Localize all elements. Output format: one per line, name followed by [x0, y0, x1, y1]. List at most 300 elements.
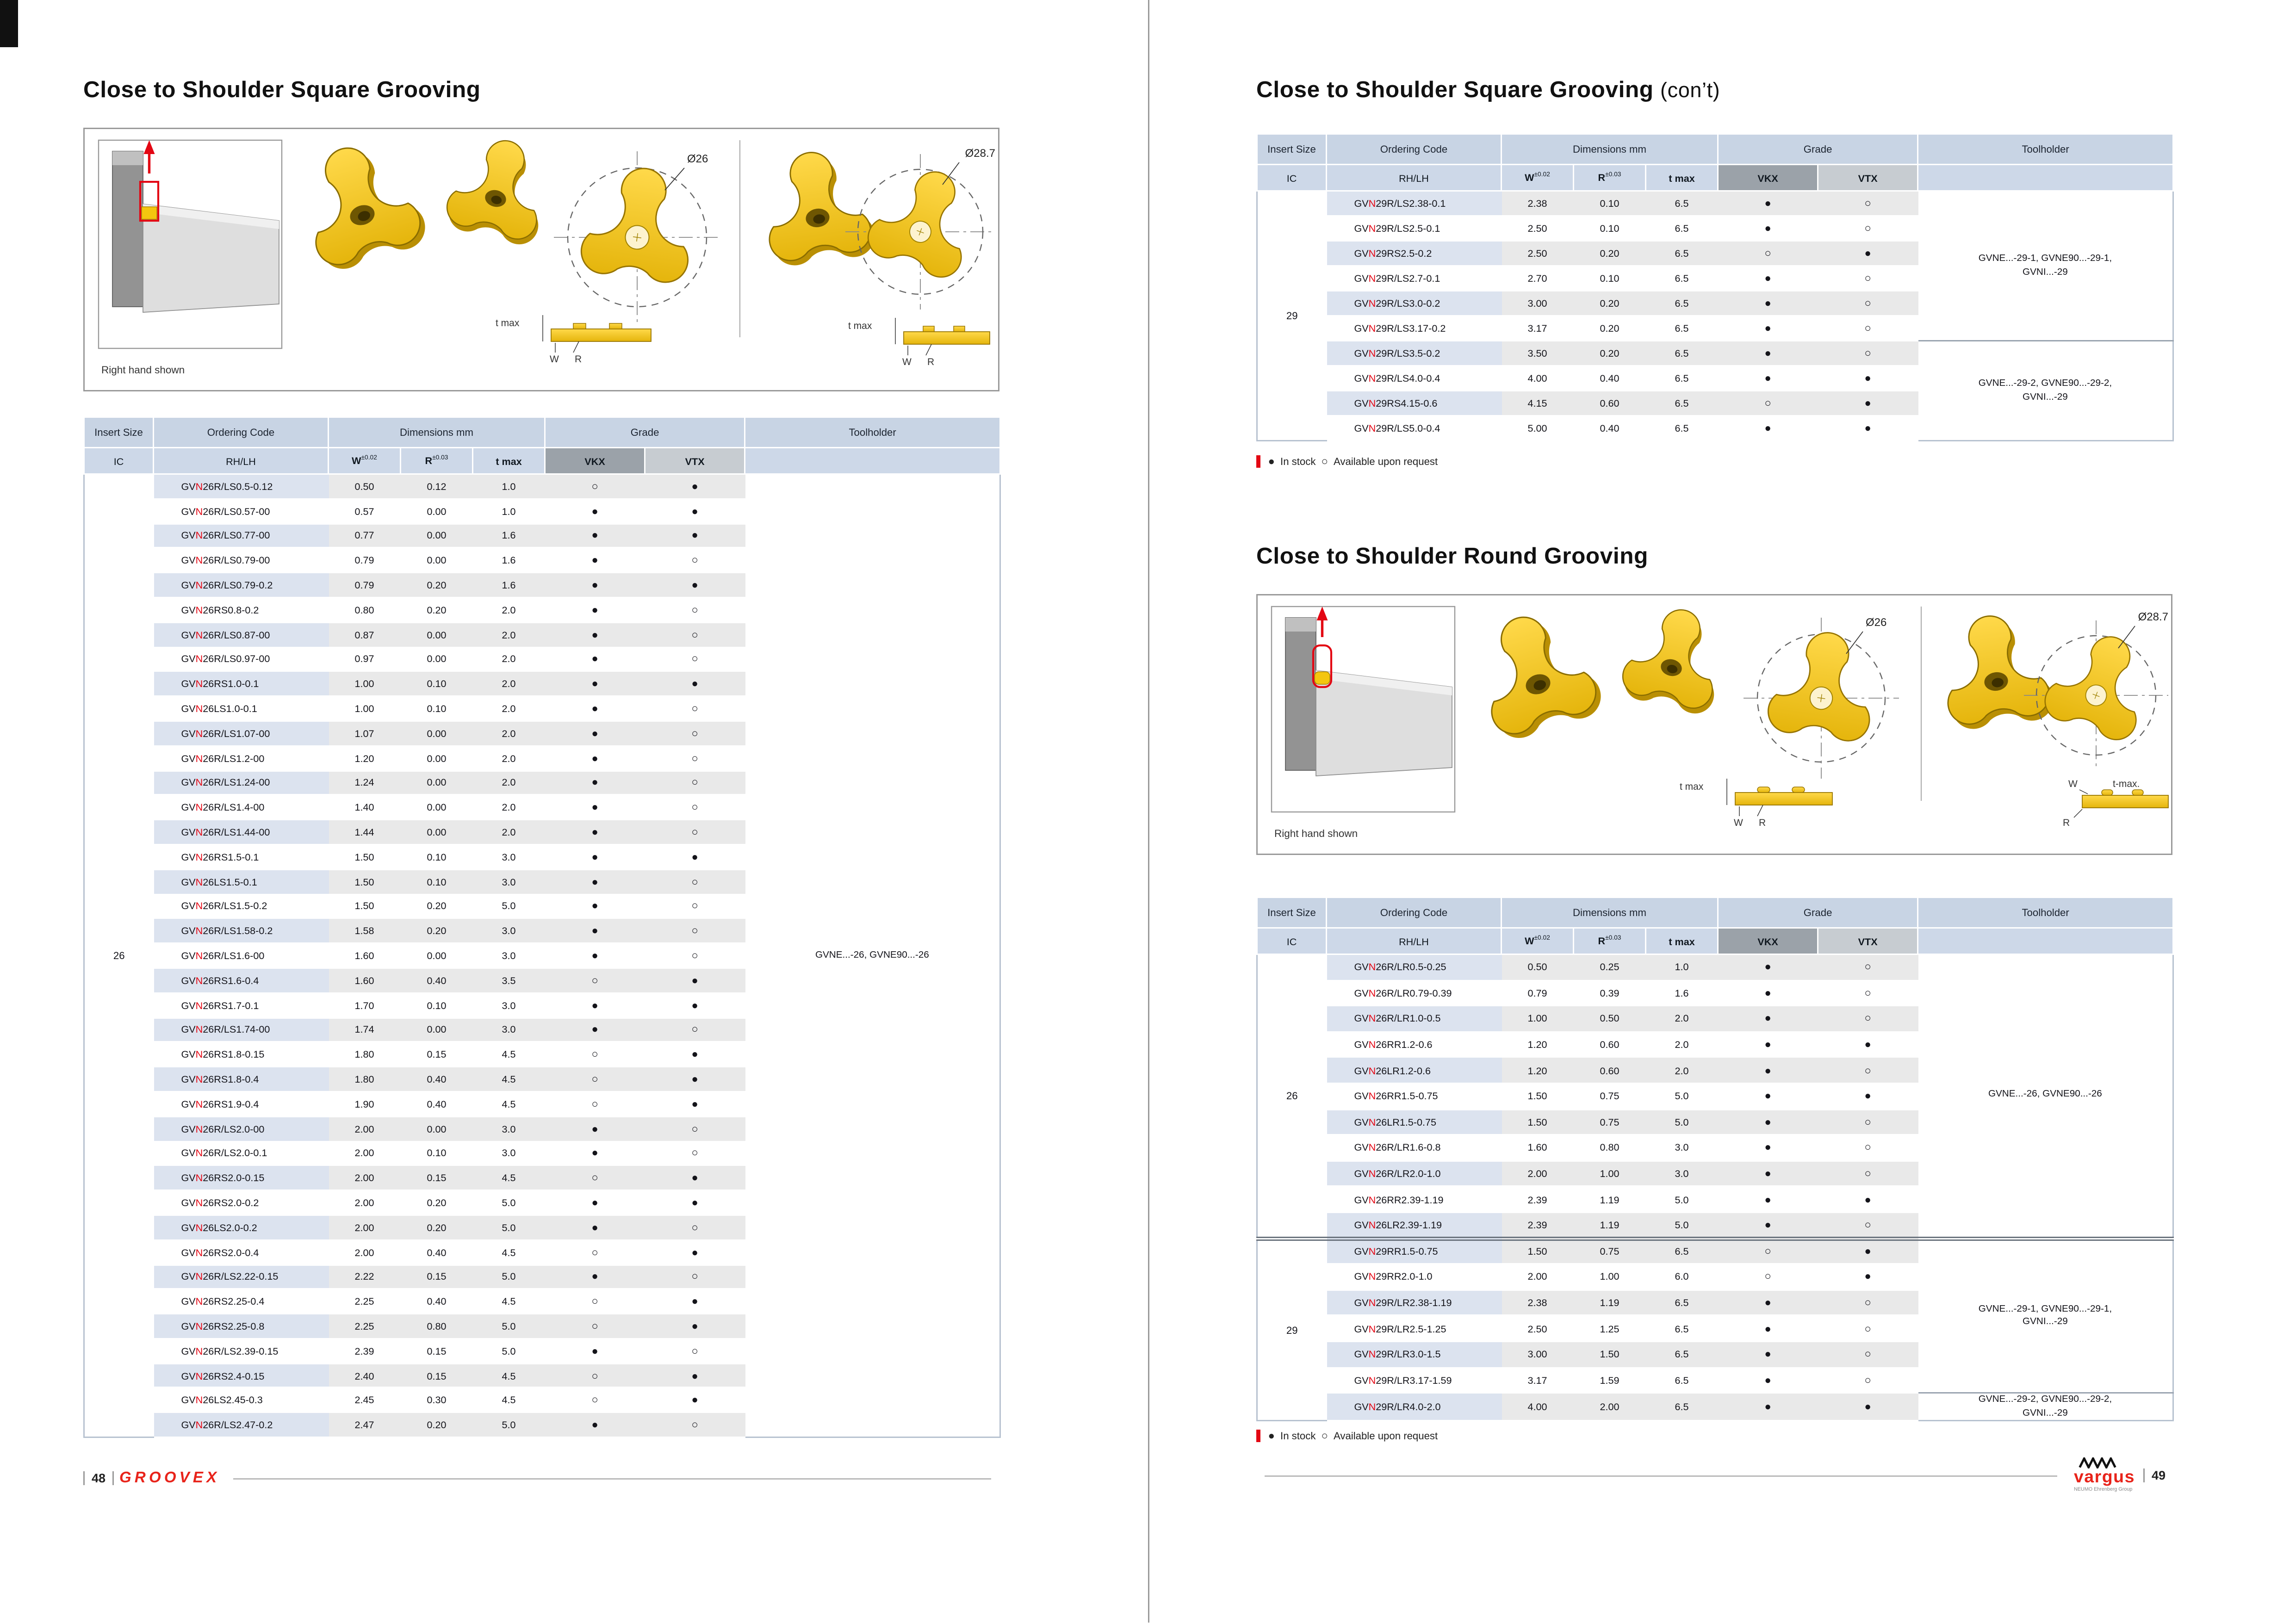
ordering-code-cell: GVN26LR1.2-0.6 — [1327, 1058, 1502, 1084]
w-cell: 3.17 — [1502, 1367, 1574, 1393]
tmax-cell: 6.5 — [1646, 1341, 1718, 1367]
r-cell: 1.00 — [1574, 1264, 1646, 1290]
in-stock-icon: ● — [1268, 1430, 1275, 1442]
w-cell: 1.50 — [329, 844, 401, 869]
r-cell: 0.20 — [401, 1215, 473, 1239]
r-cell: 0.40 — [401, 1091, 473, 1116]
w-cell: 0.57 — [329, 499, 401, 523]
w-cell: 0.50 — [329, 474, 401, 499]
vkx-grade-cell: ○ — [545, 474, 645, 499]
table-header-row — [84, 417, 1000, 448]
footer-rule — [234, 1478, 991, 1479]
r-cell: 0.50 — [1574, 1006, 1646, 1032]
tmax-cell: 6.5 — [1646, 366, 1718, 391]
vtx-grade-cell: ○ — [1818, 1058, 1918, 1084]
r-label: R — [575, 354, 582, 365]
r-cell: 0.40 — [1574, 366, 1646, 391]
ordering-code-cell: GVN26LS1.5-0.1 — [154, 869, 329, 894]
vkx-grade-cell: ● — [1718, 1341, 1818, 1367]
vtx-grade-cell: ○ — [1818, 341, 1918, 366]
ordering-code-cell: GVN29R/LS2.5-0.1 — [1327, 216, 1502, 241]
vkx-grade-cell: ● — [545, 499, 645, 523]
tmax-cell: 4.5 — [473, 1240, 545, 1264]
dimensions-header: Dimensions mm — [329, 417, 545, 448]
w-cell: 4.00 — [1502, 366, 1574, 391]
ordering-code-cell: GVN29RS4.15-0.6 — [1327, 391, 1502, 416]
vtx-grade-cell: ● — [1818, 391, 1918, 416]
page-title-suffix: (con’t) — [1660, 79, 1720, 103]
ordering-code-cell: GVN26R/LS0.77-00 — [154, 523, 329, 548]
r-cell: 0.80 — [401, 1314, 473, 1338]
insert-size-cell: 29 — [1257, 1238, 1327, 1421]
vtx-grade-cell: ○ — [1818, 216, 1918, 241]
vtx-grade-cell: ● — [1818, 1032, 1918, 1058]
ordering-code-cell: GVN29R/LR3.17-1.59 — [1327, 1367, 1502, 1393]
insert-3d-view — [1466, 601, 1607, 745]
vtx-grade-cell: ○ — [645, 1338, 745, 1363]
square-grooving-table-26 — [83, 416, 1001, 1438]
vtx-grade-cell: ● — [645, 1240, 745, 1264]
vtx-grade-cell: ○ — [645, 548, 745, 573]
vkx-grade-cell: ● — [545, 1338, 645, 1363]
in-stock-icon: ● — [1268, 455, 1275, 468]
w-cell: 1.50 — [329, 894, 401, 918]
table-row — [1257, 1238, 2173, 1264]
w-cell: 0.80 — [329, 597, 401, 622]
r-cell: 0.00 — [401, 770, 473, 795]
r-cell: 0.75 — [1574, 1083, 1646, 1109]
w-cell: 1.60 — [329, 943, 401, 968]
insert-3d-view — [442, 130, 557, 248]
w-cell: 2.22 — [329, 1264, 401, 1289]
ordering-code-cell: GVN26RS2.25-0.4 — [154, 1289, 329, 1313]
w-cell: 2.39 — [329, 1338, 401, 1363]
ordering-code-cell: GVN26R/LS2.0-00 — [154, 1116, 329, 1141]
r-cell: 0.40 — [401, 968, 473, 992]
table-row — [1257, 1393, 2173, 1421]
r-cell: 1.50 — [1574, 1341, 1646, 1367]
ordering-code-cell: GVN26R/LR2.0-1.0 — [1327, 1161, 1502, 1187]
ordering-code-cell: GVN26RS2.25-0.8 — [154, 1314, 329, 1338]
tmax-cell: 1.6 — [1646, 980, 1718, 1006]
ordering-code-cell: GVN26RS2.0-0.15 — [154, 1165, 329, 1190]
ordering-code-cell: GVN26R/LS0.79-00 — [154, 548, 329, 573]
ordering-code-cell: GVN29R/LS3.5-0.2 — [1327, 341, 1502, 366]
vkx-grade-cell: ● — [545, 795, 645, 820]
w-cell: 2.00 — [329, 1141, 401, 1165]
vkx-grade-cell: ● — [1718, 1187, 1818, 1213]
ordering-code-cell: GVN26RS2.0-0.4 — [154, 1240, 329, 1264]
ordering-code-cell: GVN26RR1.5-0.75 — [1327, 1083, 1502, 1109]
tmax-cell: 6.5 — [1646, 216, 1718, 241]
r-cell: 0.20 — [401, 894, 473, 918]
ic-subheader: IC — [84, 448, 154, 474]
ordering-code-cell: GVN26R/LR0.79-0.39 — [1327, 980, 1502, 1006]
w-cell: 1.80 — [329, 1042, 401, 1066]
tmax-cell: 6.5 — [1646, 1367, 1718, 1393]
tmax-cell: 3.0 — [1646, 1135, 1718, 1161]
r-cell: 0.10 — [401, 869, 473, 894]
w-cell: 2.00 — [329, 1215, 401, 1239]
w-cell: 1.50 — [1502, 1109, 1574, 1135]
r-label: R — [927, 357, 935, 367]
w-cell: 2.25 — [329, 1314, 401, 1338]
w-subheader: $W^{\pm 0.02}$ — [329, 448, 401, 474]
ordering-code-cell: GVN29R/LS2.7-0.1 — [1327, 266, 1502, 291]
r-cell: 0.00 — [401, 548, 473, 573]
insert-front-view-29 — [2024, 620, 2168, 770]
w-cell: 2.40 — [329, 1363, 401, 1388]
vkx-grade-cell: ○ — [545, 1240, 645, 1264]
w-subheader: $W^{\pm 0.02}$ — [1502, 928, 1574, 954]
ordering-code-cell: GVN26R/LS1.5-0.2 — [154, 894, 329, 918]
tmax-cell: 4.5 — [473, 1042, 545, 1066]
r-cell: 0.00 — [401, 1017, 473, 1042]
r-cell: 0.00 — [401, 746, 473, 770]
w-cell: 0.79 — [1502, 980, 1574, 1006]
r-cell: 0.10 — [1574, 216, 1646, 241]
vkx-grade-cell: ○ — [545, 1067, 645, 1091]
vtx-grade-cell: ● — [645, 1314, 745, 1338]
vkx-grade-cell: ● — [1718, 1083, 1818, 1109]
vkx-grade-cell: ● — [1718, 1161, 1818, 1187]
table-subheader-row — [84, 448, 1000, 474]
w-cell: 1.20 — [1502, 1058, 1574, 1084]
tmax-cell: 1.0 — [473, 474, 545, 499]
vtx-grade-cell: ○ — [1818, 954, 1918, 980]
r-cell: 0.20 — [1574, 291, 1646, 316]
ordering-code-cell: GVN26RS1.0-0.1 — [154, 672, 329, 696]
vtx-grade-cell: ○ — [645, 696, 745, 721]
w-cell: 1.24 — [329, 770, 401, 795]
w-cell: 1.74 — [329, 1017, 401, 1042]
vtx-grade-cell: ● — [645, 474, 745, 499]
vkx-grade-cell: ● — [1718, 980, 1818, 1006]
ordering-code-cell: GVN26LS1.0-0.1 — [154, 696, 329, 721]
right-footer — [1256, 1463, 2172, 1492]
tmax-cell: 6.5 — [1646, 1238, 1718, 1264]
machining-illustration — [1272, 607, 1455, 812]
vkx-grade-cell: ● — [1718, 266, 1818, 291]
vtx-grade-cell: ● — [645, 672, 745, 696]
vtx-grade-cell: ● — [1818, 1083, 1918, 1109]
ordering-code-cell: GVN26R/LS1.24-00 — [154, 770, 329, 795]
w-cell: 2.00 — [329, 1240, 401, 1264]
w-cell: 0.50 — [1502, 954, 1574, 980]
vtx-grade-cell: ○ — [645, 647, 745, 671]
profile-view — [2063, 779, 2168, 828]
ordering-code-cell: GVN26RS1.6-0.4 — [154, 968, 329, 992]
vtx-grade-cell: ● — [645, 844, 745, 869]
w-cell: 1.20 — [1502, 1032, 1574, 1058]
ordering-code-cell: GVN26RR2.39-1.19 — [1327, 1187, 1502, 1213]
ordering-code-cell: GVN26R/LS2.47-0.2 — [154, 1412, 329, 1437]
r-cell: 0.10 — [401, 1141, 473, 1165]
dimensions-header: Dimensions mm — [1502, 134, 1718, 165]
vtx-grade-cell: ● — [1818, 416, 1918, 441]
vkx-grade-cell: ○ — [545, 1165, 645, 1190]
vkx-grade-cell: ● — [545, 622, 645, 647]
tmax-cell: 3.0 — [473, 1141, 545, 1165]
vtx-grade-cell: ○ — [1818, 266, 1918, 291]
tmax-cell: 5.0 — [473, 1190, 545, 1215]
vtx-grade-cell: ○ — [1818, 1006, 1918, 1032]
vkx-grade-cell: ● — [545, 770, 645, 795]
r-cell: 0.10 — [401, 993, 473, 1017]
r-cell: 0.10 — [401, 696, 473, 721]
tmax-cell: 4.5 — [473, 1091, 545, 1116]
vkx-grade-cell: ● — [545, 993, 645, 1017]
ordering-code-cell: GVN26R/LS1.58-0.2 — [154, 919, 329, 943]
vkx-grade-cell: ● — [545, 919, 645, 943]
w-cell: 2.47 — [329, 1412, 401, 1437]
tmax-cell: 2.0 — [1646, 1032, 1718, 1058]
vtx-grade-cell: ○ — [645, 746, 745, 770]
vkx-grade-cell: ● — [1718, 1315, 1818, 1341]
ordering-code-header: Ordering Code — [154, 417, 329, 448]
tmax-cell: 1.0 — [1646, 954, 1718, 980]
available-label: Available upon request — [1333, 1430, 1438, 1442]
w-cell: 2.25 — [329, 1289, 401, 1313]
r-cell: 0.20 — [401, 1190, 473, 1215]
w-cell: 4.00 — [1502, 1393, 1574, 1421]
vtx-grade-cell: ● — [645, 1190, 745, 1215]
tmax-cell: 3.0 — [1646, 1161, 1718, 1187]
vkx-grade-cell: ● — [545, 647, 645, 671]
vtx-grade-cell: ● — [645, 499, 745, 523]
vkx-grade-cell: ○ — [545, 1289, 645, 1313]
vtx-grade-cell: ● — [1818, 241, 1918, 266]
page-title — [83, 78, 481, 104]
vkx-grade-cell: ○ — [545, 1042, 645, 1066]
ordering-code-cell: GVN26R/LS0.5-0.12 — [154, 474, 329, 499]
ordering-code-cell: GVN26R/LS2.22-0.15 — [154, 1264, 329, 1289]
w-cell: 2.39 — [1502, 1187, 1574, 1213]
footer-divider — [2143, 1468, 2145, 1482]
insert-3d-view — [758, 145, 877, 269]
w-cell: 2.45 — [329, 1388, 401, 1412]
diameter-label-26: Ø26 — [687, 153, 708, 165]
tmax-cell: 5.0 — [1646, 1212, 1718, 1238]
vkx-grade-cell: ● — [545, 672, 645, 696]
w-cell: 3.50 — [1502, 341, 1574, 366]
vkx-grade-cell: ● — [545, 597, 645, 622]
vtx-grade-cell: ○ — [1818, 1212, 1918, 1238]
r-cell: 0.60 — [1574, 1032, 1646, 1058]
w-cell: 2.00 — [1502, 1161, 1574, 1187]
r-cell: 0.40 — [401, 1289, 473, 1313]
table-header-row — [1257, 898, 2173, 928]
r-cell: 0.15 — [401, 1042, 473, 1066]
page-title-text: Close to Shoulder Square Grooving — [1256, 78, 1654, 103]
insert-size-cell: 26 — [1257, 954, 1327, 1239]
table-row — [1257, 191, 2173, 216]
vtx-grade-cell: ○ — [645, 869, 745, 894]
tmax-cell: 1.0 — [473, 499, 545, 523]
vkx-grade-cell: ● — [1718, 216, 1818, 241]
tmax-subheader: t max — [1646, 928, 1718, 954]
vkx-grade-cell: ○ — [1718, 391, 1818, 416]
vtx-grade-cell: ○ — [1818, 980, 1918, 1006]
vtx-grade-cell: ○ — [1818, 316, 1918, 341]
vkx-grade-cell: ● — [545, 1264, 645, 1289]
tmax-cell: 3.0 — [473, 943, 545, 968]
r-subheader: $R^{\pm 0.03}$ — [1574, 165, 1646, 191]
vtx-grade-cell: ● — [645, 1363, 745, 1388]
figure-caption: Right hand shown — [1274, 828, 1358, 839]
machining-illustration — [99, 140, 282, 348]
vkx-grade-cell: ● — [1718, 1212, 1818, 1238]
vkx-grade-cell: ○ — [545, 1091, 645, 1116]
tmax-cell: 4.5 — [473, 1165, 545, 1190]
r-cell: 0.60 — [1574, 1058, 1646, 1084]
grade-header: Grade — [545, 417, 745, 448]
w-cell: 1.60 — [1502, 1135, 1574, 1161]
insert-size-header: Insert Size — [84, 417, 154, 448]
tmax-cell: 2.0 — [473, 795, 545, 820]
r-cell: 0.40 — [401, 1240, 473, 1264]
vkx-grade-cell: ● — [1718, 416, 1818, 441]
vkx-grade-cell: ● — [1718, 1058, 1818, 1084]
rhlh-subheader: RH/LH — [1327, 165, 1502, 191]
w-cell: 2.00 — [329, 1165, 401, 1190]
vkx-grade-cell: ● — [1718, 291, 1818, 316]
toolholder-subheader — [1918, 165, 2173, 191]
w-cell: 1.07 — [329, 721, 401, 745]
tmax-cell: 2.0 — [473, 597, 545, 622]
w-label: W — [1734, 818, 1743, 828]
w-cell: 2.38 — [1502, 191, 1574, 216]
r-cell: 0.00 — [401, 795, 473, 820]
ordering-code-cell: GVN26R/LS2.0-0.1 — [154, 1141, 329, 1165]
toolholder-cell: GVNE...-26, GVNE90...-26 — [745, 474, 1000, 1437]
ordering-code-header: Ordering Code — [1327, 134, 1502, 165]
round-grooving-table — [1256, 897, 2174, 1422]
tmax-cell: 6.5 — [1646, 341, 1718, 366]
tmax-cell: 3.5 — [473, 968, 545, 992]
r-cell: 0.10 — [1574, 191, 1646, 216]
w-label: W — [2068, 779, 2078, 789]
vkx-grade-cell: ○ — [545, 968, 645, 992]
r-cell: 1.19 — [1574, 1290, 1646, 1316]
ordering-code-cell: GVN26RS2.0-0.2 — [154, 1190, 329, 1215]
vtx-grade-cell: ○ — [1818, 191, 1918, 216]
ordering-code-cell: GVN26R/LS1.2-00 — [154, 746, 329, 770]
vargus-logo — [2074, 1457, 2135, 1493]
catalog-table — [1256, 897, 2174, 1422]
r-cell: 0.00 — [401, 647, 473, 671]
w-subheader: $W^{\pm 0.02}$ — [1502, 165, 1574, 191]
vkx-grade-cell: ● — [1718, 366, 1818, 391]
tmax-cell: 2.0 — [473, 770, 545, 795]
vkx-grade-cell: ● — [545, 696, 645, 721]
vkx-grade-cell: ● — [545, 573, 645, 597]
w-cell: 2.39 — [1502, 1212, 1574, 1238]
tmax-cell: 5.0 — [1646, 1109, 1718, 1135]
r-cell: 0.75 — [1574, 1238, 1646, 1264]
tmax-cell: 3.0 — [473, 919, 545, 943]
profile-view — [1680, 779, 1832, 828]
w-cell: 3.17 — [1502, 316, 1574, 341]
ordering-code-cell: GVN29R/LR2.38-1.19 — [1327, 1290, 1502, 1316]
tmax-cell: 6.5 — [1646, 241, 1718, 266]
tmax-cell: 5.0 — [473, 894, 545, 918]
vkx-grade-cell: ○ — [545, 1388, 645, 1412]
available-label: Available upon request — [1333, 455, 1438, 468]
tmax-cell: 2.0 — [473, 672, 545, 696]
w-cell: 1.80 — [329, 1067, 401, 1091]
legend-red-bar — [1256, 455, 1260, 468]
r-cell: 0.25 — [1574, 954, 1646, 980]
ordering-code-cell: GVN29RR1.5-0.75 — [1327, 1238, 1502, 1264]
w-cell: 2.00 — [329, 1116, 401, 1141]
r-label: R — [1759, 818, 1766, 828]
r-cell: 0.20 — [401, 919, 473, 943]
insert-3d-view — [290, 131, 431, 276]
ic-subheader: IC — [1257, 928, 1327, 954]
diameter-label-28-7: Ø28.7 — [2138, 611, 2168, 623]
vkx-grade-cell: ● — [1718, 191, 1818, 216]
ordering-code-cell: GVN26R/LS1.07-00 — [154, 721, 329, 745]
tmax-cell: 6.5 — [1646, 266, 1718, 291]
r-cell: 0.20 — [401, 573, 473, 597]
footer-divider — [112, 1471, 114, 1485]
tmax-cell: 3.0 — [473, 1017, 545, 1042]
vtx-subheader: VTX — [645, 448, 745, 474]
w-cell: 3.00 — [1502, 1341, 1574, 1367]
tmax-label: t-max. — [2113, 779, 2140, 789]
ordering-code-cell: GVN26RS1.5-0.1 — [154, 844, 329, 869]
profile-view — [496, 315, 651, 365]
vtx-grade-cell: ○ — [1818, 1109, 1918, 1135]
tmax-cell: 2.0 — [473, 721, 545, 745]
r-cell: 0.12 — [401, 474, 473, 499]
vtx-grade-cell: ● — [1818, 1264, 1918, 1290]
w-cell: 4.15 — [1502, 391, 1574, 416]
page-number: 49 — [2151, 1468, 2166, 1482]
ordering-code-cell: GVN29R/LS3.17-0.2 — [1327, 316, 1502, 341]
r-cell: 1.59 — [1574, 1367, 1646, 1393]
vkx-grade-cell: ● — [1718, 1290, 1818, 1316]
vkx-grade-cell: ○ — [545, 1363, 645, 1388]
w-cell: 1.70 — [329, 993, 401, 1017]
w-cell: 1.20 — [329, 746, 401, 770]
round-grooving-title-text: Close to Shoulder Round Grooving — [1256, 544, 1648, 569]
toolholder-subheader — [1918, 928, 2173, 954]
r-cell: 0.00 — [401, 943, 473, 968]
vtx-grade-cell: ○ — [1818, 1315, 1918, 1341]
left-footer — [83, 1466, 999, 1491]
w-cell: 1.00 — [1502, 1006, 1574, 1032]
round-grooving-drawing — [1258, 595, 2171, 854]
page-number: 48 — [92, 1471, 106, 1485]
tmax-cell: 3.0 — [473, 1116, 545, 1141]
r-cell: 0.10 — [1574, 266, 1646, 291]
tmax-cell: 1.6 — [473, 523, 545, 548]
toolholder-cell: GVNE...-26, GVNE90...-26 — [1918, 954, 2173, 1239]
vkx-grade-cell: ● — [1718, 954, 1818, 980]
toolholder-header: Toolholder — [745, 417, 1000, 448]
vtx-grade-cell: ○ — [645, 622, 745, 647]
profile-view — [848, 318, 990, 367]
vkx-grade-cell: ● — [545, 1412, 645, 1437]
diameter-label-26: Ø26 — [1866, 616, 1887, 629]
footer-divider — [83, 1471, 85, 1485]
toolholder-cell: GVNE...-29-1, GVNE90...-29-1, GVNI...-29 — [1918, 1238, 2173, 1393]
vkx-grade-cell: ● — [1718, 1006, 1818, 1032]
ordering-code-cell: GVN26RS1.9-0.4 — [154, 1091, 329, 1116]
vkx-subheader: VKX — [1718, 928, 1818, 954]
